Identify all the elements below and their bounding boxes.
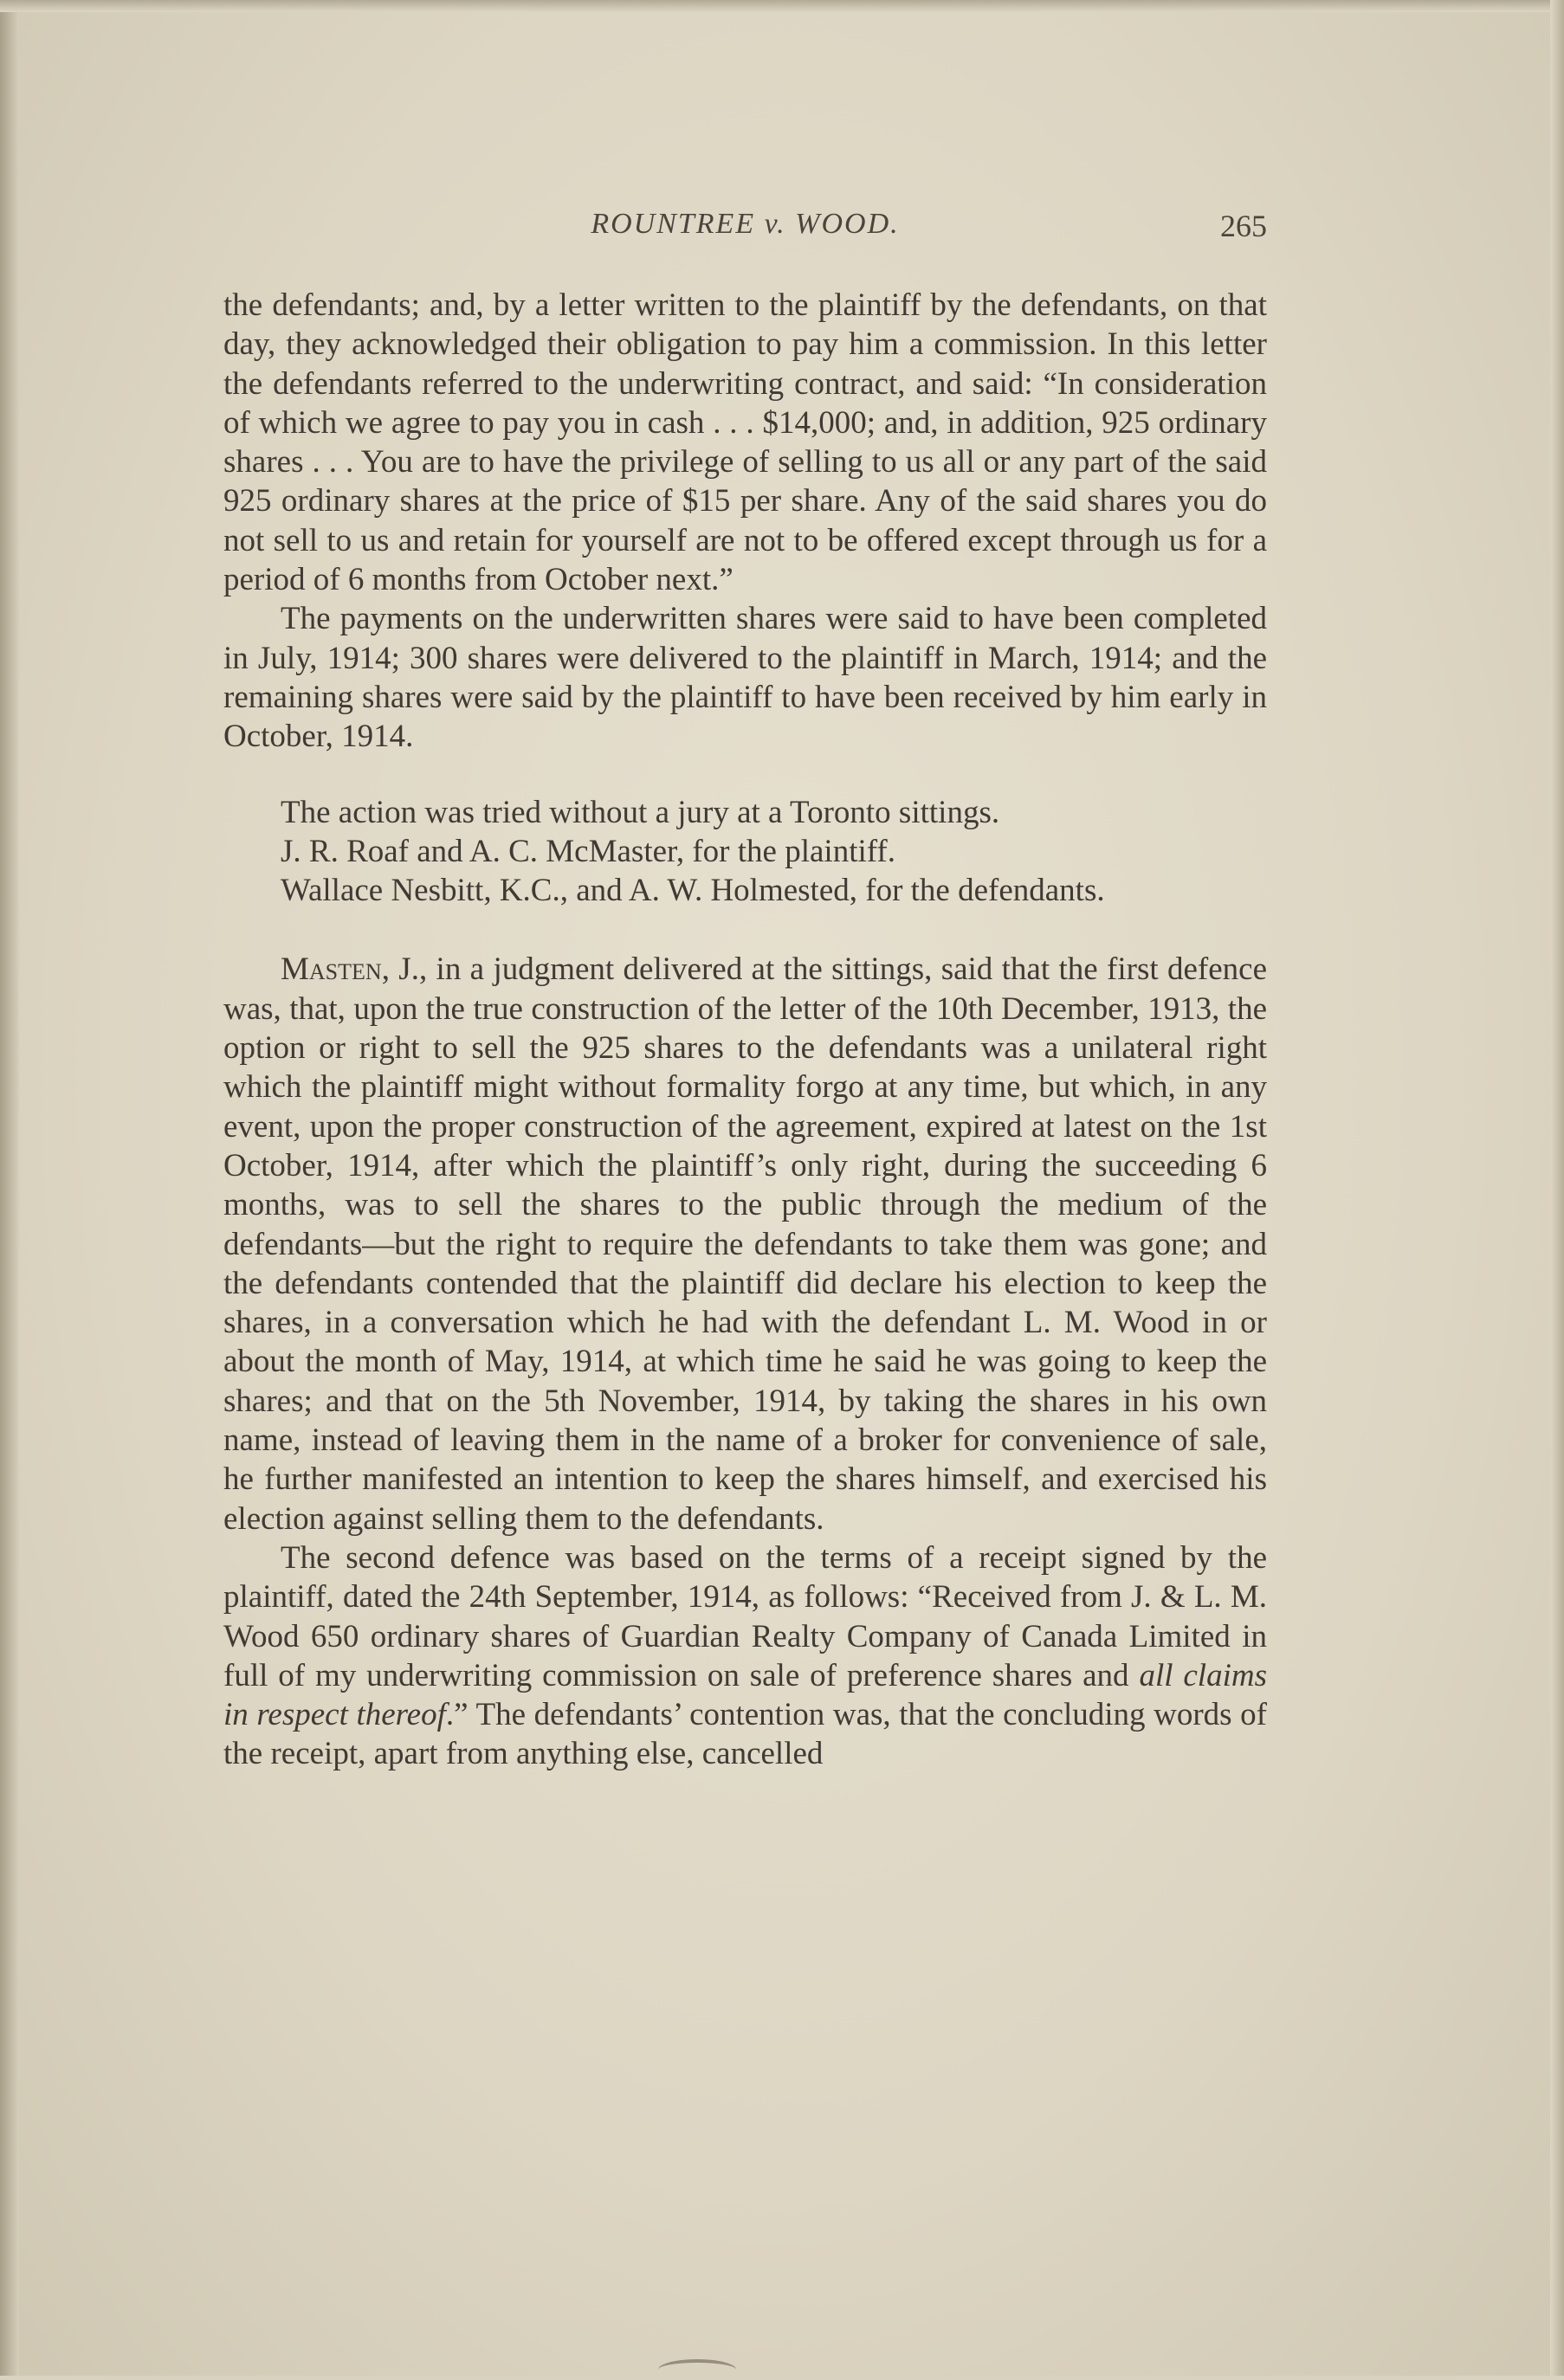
second-defence-text-a: The second defence was based on the terms of a receipt signed by the plaintiff, dated the 24th September, 1914, as follows: “Received from J. & L. M. Wood 650 ordinary shares of Guardian Realty Company of Canada Limited in full of my underwriting commission on sale of preference shares and: [223, 1539, 1267, 1693]
page-edge-right: [1550, 0, 1564, 2376]
paragraph-plaintiff-counsel: J. R. Roaf and A. C. McMaster, for the plaintiff.: [281, 833, 895, 869]
spacer: [223, 757, 1267, 793]
page-number: 265: [1220, 209, 1267, 243]
second-defence-text-b: .” The defendants’ contention was, that the concluding words of the receipt, apart from anything else, cancelled: [223, 1697, 1267, 1772]
running-head: ROUNTREE v. WOOD.: [591, 208, 900, 240]
footer-signature-mark: [658, 2359, 736, 2380]
judgment-text: , J., in a judgment delivered at the sittings, said that the first defence was, that, upon the true construction of the letter of the 10th December, 1913, the option or right to sell the 925 shares to the defendants was a unilateral right which the plaintiff might without formality forgo at any time, but which, in any event, upon the proper construction of the agreement, expired at latest on the 1st October, 1914, after which the plaintiff’s only right, during the succeeding 6 months, was to sell the shares to the public through the medium of the defendants—but the right to require the defendants to take them was gone; and the defendants contended that the plaintiff did declare his election to keep the shares, in a conversation which he had with the defendant L. M. Wood in or about the month of May, 1914, at which time he said he was going to keep the shares; and that on the 5th November, 1914, by taking the shares in his own name, instead of leaving them in the name of a broker for convenience of sale, he further manifested an intention to keep the shares himself, and exercised his election against selling them to the defendants.: [223, 951, 1267, 1537]
page-edge-left: [0, 0, 19, 2376]
paragraph-defendant-counsel: Wallace Nesbitt, K.C., and A. W. Holmested, for the defendants.: [281, 873, 1105, 909]
page-edge-top: [0, 0, 1564, 12]
paragraph-letter: the defendants; and, by a letter written to the plaintiff by the defendants, on that day, they acknowledged their obligation to pay him a commission. In this letter the defendants referred to the underwriting contract, and said: “In consideration of which we agree to pay you in cash . . . $14,000; and, in addition, 925 ordinary shares . . . You are to have the privilege of selling to us all or any part of the said 925 ordinary shares at the price of $15 per share. Any of the said shares you do not sell to us and retain for yourself are not to be offered except through us for a period of 6 months from October next.”: [223, 287, 1267, 598]
second-defence-italic: all claims in respect thereof: [223, 1657, 1267, 1733]
spacer: [223, 910, 1267, 950]
paragraph-payments: The payments on the underwritten shares were said to have been completed in July, 1914; 300 shares were delivered to the plaintiff in March, 1914; and the remaining shares were said by the plaintiff to have been received by him early in October, 1914.: [223, 601, 1267, 755]
paragraph-judgment: [223, 950, 1267, 1538]
page-header: [223, 208, 1267, 260]
paragraph-trial: The action was tried without a jury at a Toronto sittings.: [281, 794, 1000, 830]
paragraph-second-defence: [223, 1538, 1267, 1774]
body-text: [223, 286, 1267, 1774]
judge-name: Masten: [281, 951, 382, 988]
